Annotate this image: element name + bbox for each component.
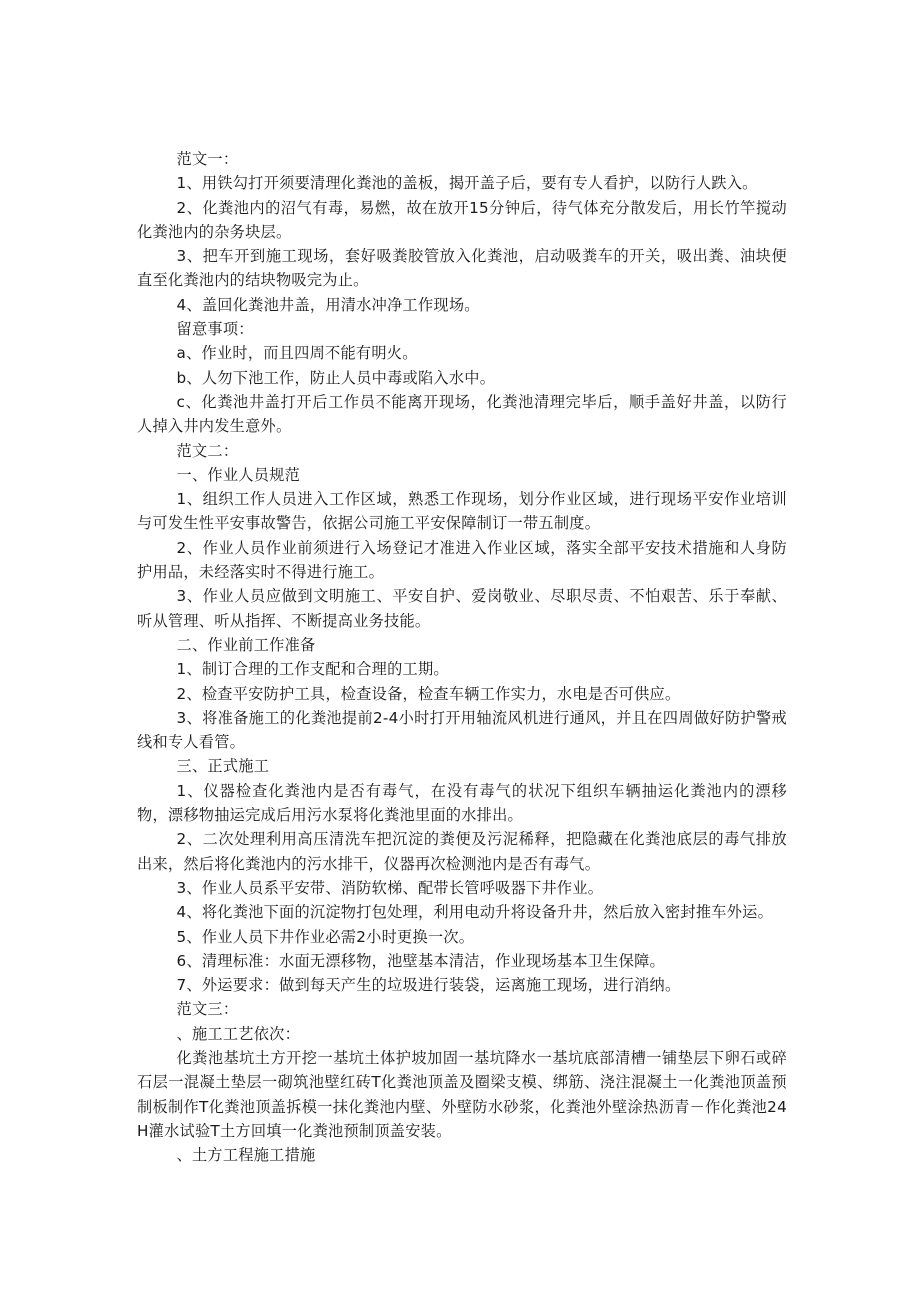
paragraph: 1、制订合理的工作支配和合理的工期。	[176, 660, 449, 679]
paragraph: b、人勿下池工作，防止人员中毒或陷入水中。	[176, 368, 496, 387]
subsection-title: 一、作业人员规范	[176, 465, 301, 484]
section-title: 范文一：	[176, 150, 239, 168]
paragraph: 4、盖回化粪池井盖，用清水冲净工作现场。	[176, 295, 480, 314]
paragraph: 7、外运要求：做到每天产生的垃圾进行装袋，运离施工现场，进行消纳。	[176, 976, 681, 995]
paragraph: 3、把车开到施工现场，套好吸粪胶管放入化粪池，启动吸粪车的开关，吸出粪、油块便直至化粪池内的结块物吸完为止。	[137, 247, 787, 290]
paragraph: 3、作业人员应做到文明施工、平安自护、爱岗敬业、尽职尽责、不怕艰苦、乐于奉献、听从管理、听从指挥、不断提高业务技能。	[137, 587, 787, 630]
paragraph: 3、将准备施工的化粪池提前2-4小时打开用轴流风机进行通风，并且在四周做好防护警戒线和专人看管。	[137, 708, 787, 752]
section-title: 范文二：	[176, 441, 239, 460]
paragraph: 3、作业人员系平安带、消防软梯、配带长管呼吸器下井作业。	[176, 878, 604, 897]
paragraph: 1、用铁勾打开须要清理化粪池的盖板，揭开盖子后，要有专人看护，以防行人跌入。	[176, 174, 758, 193]
paragraph: 2、二次处理利用高压清洗车把沉淀的粪便及污泥稀释，把隐藏在化粪池底层的毒气排放出来，然后将化粪池内的污水排干，仪器再次检测池内是否有毒气。	[137, 830, 787, 873]
paragraph: 2、作业人员作业前须进行入场登记才准进入作业区域，落实全部平安技术措施和人身防护用品，未经落实时不得进行施工。	[137, 538, 787, 582]
subsection-title: 留意事项：	[176, 320, 254, 339]
paragraph: 2、化粪池内的沼气有毒，易燃，故在放开15分钟后，待气体充分散发后，用长竹竿搅动化粪池内的杂务块层。	[137, 198, 787, 241]
subsection-title: 、土方工程施工措施	[176, 1146, 316, 1165]
paragraph: 6、清理标准：水面无漂移物，池壁基本清洁，作业现场基本卫生保障。	[176, 951, 665, 970]
subsection-title: 二、作业前工作准备	[176, 635, 316, 654]
paragraph: 2、检查平安防护工具，检查设备，检查车辆工作实力，水电是否可供应。	[176, 684, 681, 703]
paragraph: 化粪池基坑土方开挖一基坑土体护坡加固一基坑降水一基坑底部清槽一铺垫层下卵石或碎石层一混凝土垫层一砌筑池壁红砖T化粪池顶盖及圈梁支模、绑筋、浇注混凝土一化粪池顶盖预制板制作T化粪池顶盖拆模一抹化粪池内壁、外壁防水砂浆，化粪池外壁涂热沥青－作化粪池24H灌水试验T土方回填一化粪池预制顶盖安装。	[137, 1048, 787, 1140]
section-title: 范文三：	[176, 1000, 239, 1019]
paragraph: 1、组织工作人员进入工作区域，熟悉工作现场，划分作业区域，进行现场平安作业培训与可发生性平安事故警告，依据公司施工平安保障制订一带五制度。	[137, 490, 787, 533]
paragraph: a、作业时，而且四周不能有明火。	[176, 344, 418, 363]
paragraph: 1、仪器检查化粪池内是否有毒气，在没有毒气的状况下组织车辆抽运化粪池内的漂移物，漂移物抽运完成后用污水泵将化粪池里面的水排出。	[137, 781, 787, 825]
document-body	[137, 147, 787, 1167]
paragraph: 4、将化粪池下面的沉淀物打包处理，利用电动升将设备升井，然后放入密封推车外运。	[176, 903, 774, 922]
paragraph: c、化粪池井盖打开后工作员不能离开现场，化粪池清理完毕后，顺手盖好井盖，以防行人掉入井内发生意外。	[137, 392, 787, 436]
subsection-title: 、施工工艺依次：	[176, 1024, 301, 1043]
paragraph: 5、作业人员下井作业必需2小时更换一次。	[176, 927, 475, 946]
subsection-title: 三、正式施工	[176, 757, 270, 776]
